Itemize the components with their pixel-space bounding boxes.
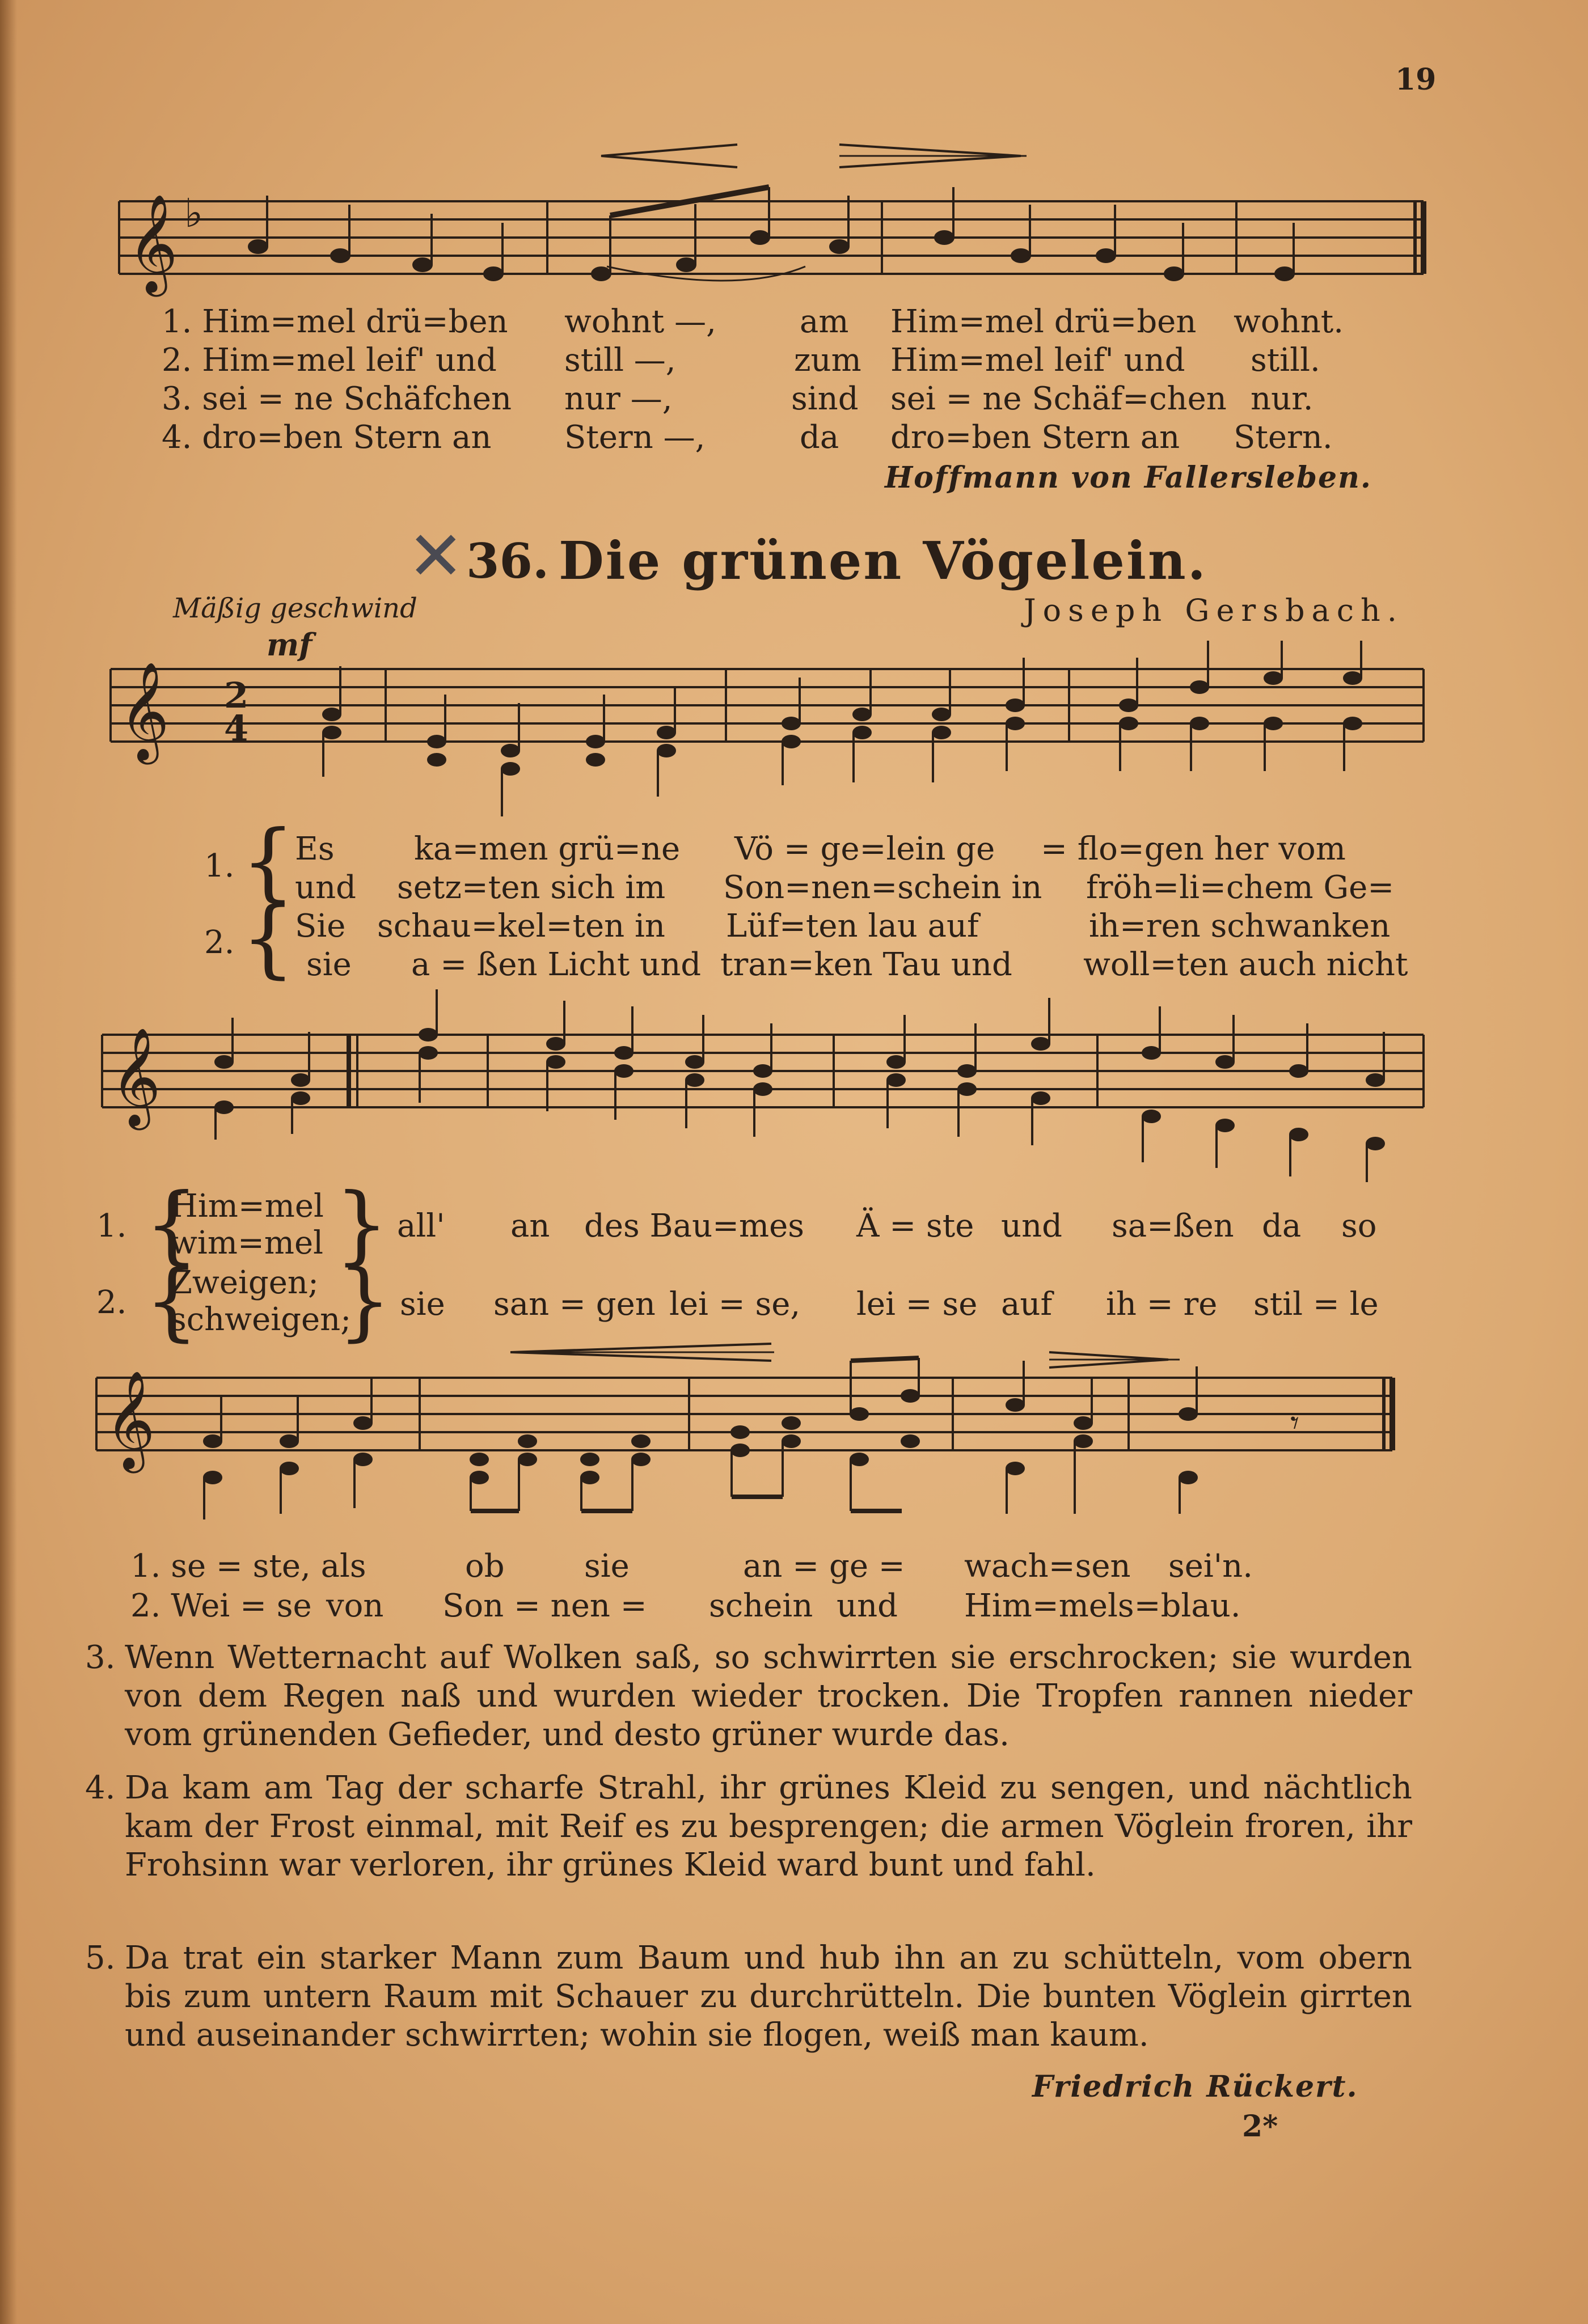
stanza-number: 5.	[85, 1940, 116, 1976]
lyric: Son=nen=schein in	[723, 869, 1042, 906]
lyric: schweigen;	[170, 1301, 352, 1338]
lyric: sind	[791, 380, 859, 417]
lyric: 4. dro=ben Stern an	[162, 419, 492, 456]
time-signature-bottom: 4	[224, 708, 249, 749]
page-number: 19	[1395, 62, 1437, 97]
song36-author: Friedrich Rückert.	[1032, 2069, 1358, 2104]
lyric: = flo=gen her vom	[1041, 831, 1346, 867]
verse-number: 2.	[204, 924, 235, 961]
lyric: still —,	[564, 342, 676, 379]
lyric: woll=ten auch nicht	[1083, 946, 1408, 983]
treble-clef-icon: 𝄞	[105, 1370, 155, 1469]
time-signature-top: 2	[224, 675, 249, 716]
svg-text:♭: ♭	[184, 190, 204, 236]
verse-number: 1.	[204, 848, 235, 884]
lyric: tran=ken Tau und	[720, 946, 1012, 983]
cross-mark-icon: ✕	[407, 517, 464, 596]
lyric: 2. Wei = se	[130, 1588, 312, 1624]
brace: {	[145, 1175, 199, 1274]
lyric: und	[1001, 1208, 1062, 1244]
lyric: wim=mel	[170, 1225, 324, 1262]
lyric: nur —,	[564, 380, 673, 417]
brace: {	[241, 889, 295, 988]
lyric: sei'n.	[1168, 1548, 1253, 1585]
lyric: Him=mel drü=ben	[890, 303, 1197, 340]
lyric: an = ge =	[743, 1548, 905, 1585]
lyric: ka=men grü=ne	[414, 831, 681, 867]
lyric: sie	[306, 946, 352, 983]
lyric: Lüf=ten lau auf	[726, 908, 979, 945]
lyric: schau=kel=ten in	[377, 908, 665, 945]
lyric: zum	[794, 342, 861, 379]
lyric: san = gen	[493, 1286, 656, 1323]
lyric: Sie	[295, 908, 346, 945]
lyric: nur.	[1251, 380, 1314, 417]
lyric: stil = le	[1253, 1286, 1379, 1323]
lyric: still.	[1251, 342, 1320, 379]
lyric: und	[837, 1588, 898, 1624]
lyric: schein	[709, 1588, 813, 1624]
lyric: 1. se = ste, als	[130, 1548, 366, 1585]
lyric: Him=mel	[170, 1188, 324, 1225]
lyric: Him=mel leif' und	[890, 342, 1185, 379]
brace: {	[241, 812, 295, 911]
lyric: Zweigen;	[170, 1264, 319, 1301]
lyric: Ä = ste	[856, 1208, 974, 1244]
lyric: Stern —,	[564, 419, 706, 456]
lyric: des Bau=mes	[584, 1208, 805, 1244]
verse-number: 1.	[96, 1208, 127, 1244]
song-number: 36.	[466, 533, 550, 589]
lyric: setz=ten sich im	[397, 869, 666, 906]
lyric: wohnt —,	[564, 303, 716, 340]
lyric: 2. Him=mel leif' und	[162, 342, 497, 379]
lyric: 3. sei = ne Schäfchen	[162, 380, 512, 417]
brace: }	[337, 1252, 392, 1351]
tempo-marking: Mäßig geschwind	[173, 592, 417, 624]
lyric: lei = se	[856, 1286, 978, 1323]
lyric: da	[800, 419, 839, 456]
lyric: ih = re	[1106, 1286, 1218, 1323]
composer: Joseph Gersbach.	[1024, 592, 1404, 628]
verse-number: 2.	[96, 1284, 127, 1321]
song-title: Die grünen Vögelein.	[559, 530, 1207, 591]
lyric: sie	[400, 1286, 445, 1323]
lyric: ob	[465, 1548, 505, 1585]
stanza-5	[85, 1939, 1412, 2055]
lyric: wach=sen	[964, 1548, 1131, 1585]
lyric: ih=ren schwanken	[1089, 908, 1391, 945]
lyric: fröh=li=chem Ge=	[1086, 869, 1395, 906]
brace: {	[145, 1252, 199, 1351]
stanza-text: Wenn Wetternacht auf Wolken saß, so schwirrten sie erschrocken; sie wurden von dem Regen naß und wurden wieder trocken. Die Tropfen rannen nieder vom grünenden Gefieder, und desto grüner wurde das.	[125, 1639, 1412, 1753]
lyric: von	[326, 1588, 384, 1624]
lyric: Es	[295, 831, 335, 867]
lyric: sa=ßen	[1112, 1208, 1234, 1244]
lyric: Stern.	[1234, 419, 1333, 456]
lyric: am	[800, 303, 849, 340]
lyric: 1. Him=mel drü=ben	[162, 303, 508, 340]
lyric: auf	[1001, 1286, 1053, 1323]
lyric: so	[1341, 1208, 1377, 1244]
lyric: an	[510, 1208, 550, 1244]
lyric: da	[1262, 1208, 1302, 1244]
stanza-number: 3.	[85, 1639, 116, 1676]
brace: }	[335, 1175, 389, 1274]
stanza-4	[85, 1769, 1412, 1885]
lyric: lei = se,	[669, 1286, 801, 1323]
stanza-number: 4.	[85, 1770, 116, 1806]
lyric: all'	[397, 1208, 445, 1244]
lyric: sei = ne Schäf=chen	[890, 380, 1227, 417]
dynamic-marking: mf	[267, 626, 312, 663]
stanza-3	[85, 1639, 1412, 1754]
lyric: wohnt.	[1234, 303, 1344, 340]
lyric: dro=ben Stern an	[890, 419, 1180, 456]
signature-mark: 2*	[1242, 2109, 1278, 2144]
lyric: Vö = ge=lein ge	[734, 831, 995, 867]
lyric: a = ßen Licht und	[411, 946, 702, 983]
song35-author: Hoffmann von Fallersleben.	[885, 460, 1372, 495]
treble-clef-icon: 𝄞	[111, 1027, 161, 1126]
treble-clef-icon: 𝄞	[119, 662, 170, 760]
lyric: Son = nen =	[442, 1588, 647, 1624]
lyric: und	[295, 869, 356, 906]
stanza-text: Da trat ein starker Mann zum Baum und hub ihn an zu schütteln, vom obern bis zum untern Raum mit Schauer zu durchrütteln. Die bunten Vöglein girrten und auseinander schwirrten; wohin sie flogen, weiß man kaum.	[125, 1940, 1412, 2054]
treble-clef-icon: 𝄞	[128, 194, 178, 293]
stanza-text: Da kam am Tag der scharfe Strahl, ihr grünes Kleid zu sengen, und nächtlich kam der Frost einmal, mit Reif es zu besprengen; die armen Vöglein froren, ihr Frohsinn war verloren, ihr grünes Kleid ward bunt und fahl.	[125, 1770, 1412, 1883]
lyric: Him=mels=blau.	[964, 1588, 1241, 1624]
svg-text:𝄾: 𝄾	[1290, 1403, 1299, 1443]
lyric: sie	[584, 1548, 630, 1585]
